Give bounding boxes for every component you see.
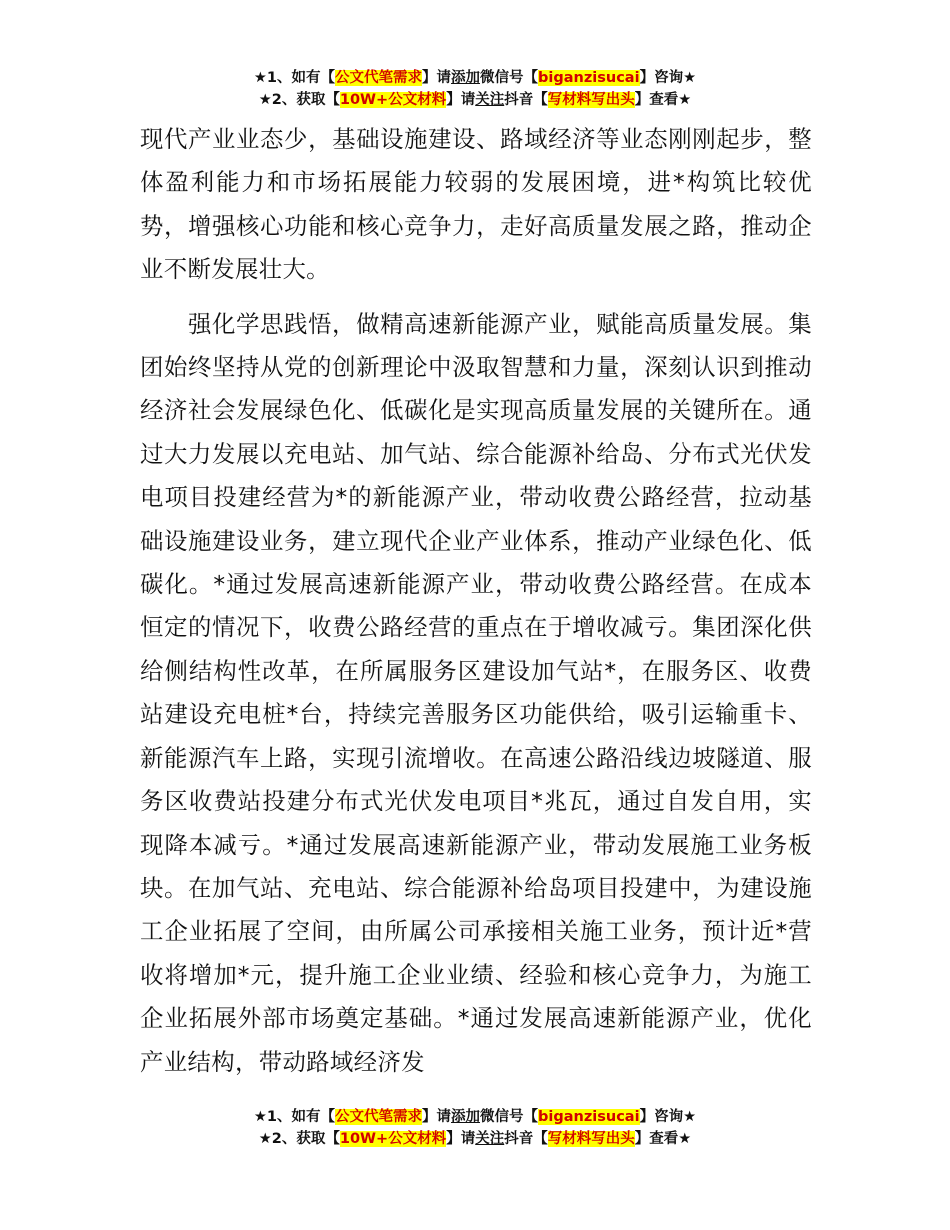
footer-line-1-suffix: 】咨询★ [639, 1109, 697, 1125]
banner-line-2-mid: 】请 [446, 92, 476, 108]
footer-line-1-mid: 】请 [422, 1109, 452, 1125]
highlight-wechat-id: biganzisucai [538, 70, 640, 86]
paragraph-1: 现代产业业态少，基础设施建设、路域经济等业态刚刚起步，整体盈利能力和市场拓展能力较弱的发展困境，进*构筑比较优势，增强核心功能和核心竞争力，走好高质量发展之路，推动企业不断发展壮大。 [140, 125, 812, 284]
banner-line-2-mid-2: 抖音【 [504, 92, 548, 108]
highlight-douyin-account: 写材料写出头 [547, 92, 635, 108]
banner-line-1-prefix: ★1、如有【 [253, 70, 336, 86]
footer-line-2-suffix: 】查看★ [634, 1131, 692, 1147]
footer-line-1-prefix: ★1、如有【 [253, 1109, 336, 1125]
banner-line-1-mid: 】请 [422, 70, 452, 86]
banner-line-1-suffix: 】咨询★ [639, 70, 697, 86]
banner-line-2-suffix: 】查看★ [634, 92, 692, 108]
footer-highlight-douyin-account: 写材料写出头 [547, 1131, 635, 1147]
footer-banner [0, 1106, 950, 1150]
banner-line-2-emphasis: 关注 [475, 92, 505, 108]
footer-line-2 [0, 1128, 950, 1150]
banner-line-2-prefix: ★2、获取【 [258, 92, 340, 108]
footer-line-2-prefix: ★2、获取【 [258, 1131, 340, 1147]
banner-line-1-emphasis: 添加 [451, 70, 481, 86]
banner-line-1 [0, 67, 950, 89]
footer-line-1 [0, 1106, 950, 1128]
footer-highlight-wechat-id: biganzisucai [538, 1109, 640, 1125]
footer-line-1-emphasis: 添加 [451, 1109, 481, 1125]
highlight-ghostwriting-service: 公文代笔需求 [335, 70, 423, 86]
footer-line-2-emphasis: 关注 [475, 1131, 505, 1147]
header-banner [0, 67, 950, 111]
paragraph-2: 强化学思践悟，做精高速新能源产业，赋能高质量发展。集团始终坚持从党的创新理论中汲取智慧和力量，深刻认识到推动经济社会发展绿色化、低碳化是实现高质量发展的关键所在。通过大力发展以充电站、加气站、综合能源补给岛、分布式光伏发电项目投建经营为*的新能源产业，带动收费公路经营，拉动基础设施建设业务，建立现代企业产业体系，推动产业绿色化、低碳化。*通过发展高速新能源产业，带动收费公路经营。在成本恒定的情况下，收费公路经营的重点在于增收减亏。集团深化供给侧结构性改革，在所属服务区建设加气站*，在服务区、收费站建设充电桩*台，持续完善服务区功能供给，吸引运输重卡、新能源汽车上路，实现引流增收。在高速公路沿线边坡隧道、服务区收费站投建分布式光伏发电项目*兆瓦，通过自发自用，实现降本减亏。*通过发展高速新能源产业，带动发展施工业务板块。在加气站、充电站、综合能源补给岛项目投建中，为建设施工企业拓展了空间，由所属公司承接相关施工业务，预计近*营收将增加*元，提升施工企业业绩、经验和核心竞争力，为施工企业拓展外部市场奠定基础。*通过发展高速新能源产业，优化产业结构，带动路域经济发 [140, 309, 812, 1076]
document-body [140, 118, 812, 1084]
footer-line-2-mid: 】请 [446, 1131, 476, 1147]
footer-line-2-mid-2: 抖音【 [504, 1131, 548, 1147]
footer-line-1-mid-2: 微信号【 [480, 1109, 539, 1125]
banner-line-1-mid-2: 微信号【 [480, 70, 539, 86]
highlight-materials: 10W+公文材料 [339, 92, 447, 108]
footer-highlight-materials: 10W+公文材料 [339, 1131, 447, 1147]
footer-highlight-ghostwriting-service: 公文代笔需求 [335, 1109, 423, 1125]
banner-line-2 [0, 89, 950, 111]
